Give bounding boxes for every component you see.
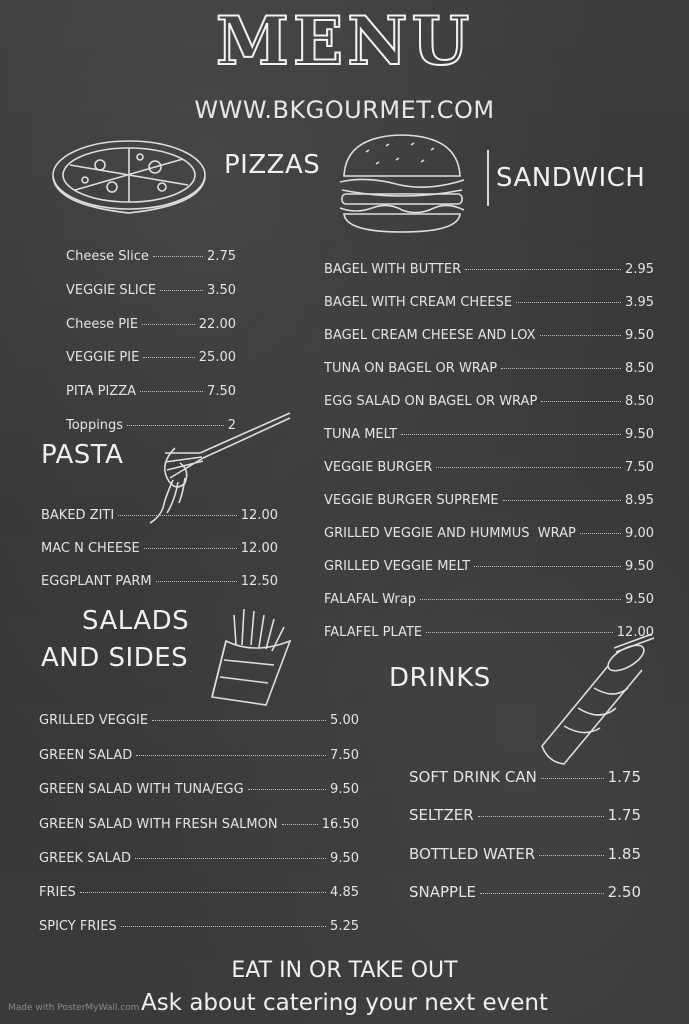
item-name: SPICY FRIES [39, 919, 117, 934]
item-price: 16.50 [321, 817, 359, 832]
item-price: 3.50 [207, 283, 236, 298]
item-name: VEGGIE PIE [66, 350, 140, 365]
item-name: VEGGIE BURGER SUPREME [324, 493, 499, 508]
item-price: 2.95 [625, 262, 654, 277]
item-price: 1.85 [607, 845, 641, 863]
item-price: 2.75 [207, 249, 236, 264]
item-name: GRILLED VEGGIE MELT [324, 559, 471, 574]
item-name: BAGEL WITH BUTTER [324, 262, 462, 277]
salads-heading-line2: AND SIDES [41, 643, 189, 673]
menu-item [39, 782, 359, 797]
item-name: BAGEL WITH CREAM CHEESE [324, 295, 513, 310]
menu-item [324, 427, 654, 442]
item-name: VEGGIE BURGER [324, 460, 433, 475]
dot-leader [152, 720, 326, 721]
salads-heading-line1: SALADS [82, 606, 190, 636]
dot-leader [144, 548, 237, 549]
dot-leader [580, 533, 621, 534]
dot-leader [539, 855, 603, 856]
item-name: Toppings [66, 418, 124, 433]
item-name: GREEN SALAD [39, 748, 133, 763]
item-name: SOFT DRINK CAN [409, 768, 537, 786]
item-name: VEGGIE SLICE [66, 283, 157, 298]
watermark[interactable]: Made with PosterMyWall.com [8, 1003, 140, 1013]
dot-leader [156, 581, 237, 582]
item-price: 9.50 [625, 559, 654, 574]
item-price: 12.00 [240, 541, 278, 556]
dot-leader [80, 892, 326, 893]
dot-leader [478, 816, 604, 817]
item-name: SELTZER [409, 806, 474, 824]
item-name: GRILLED VEGGIE AND HUMMUS WRAP [324, 526, 576, 541]
drinks-heading: DRINKS [389, 663, 491, 693]
item-price: 22.00 [198, 317, 236, 332]
menu-item [66, 384, 236, 399]
item-name: EGG SALAD ON BAGEL OR WRAP [324, 394, 538, 409]
item-price: 5.00 [330, 713, 359, 728]
menu-item [324, 295, 654, 310]
sandwich-heading: SANDWICH [496, 163, 646, 193]
dot-leader [420, 599, 621, 600]
dot-leader [118, 515, 237, 516]
item-price: 9.50 [625, 328, 654, 343]
item-price: 9.50 [625, 427, 654, 442]
menu-item [324, 460, 654, 475]
dot-leader [436, 467, 621, 468]
dot-leader [282, 824, 318, 825]
menu-item [39, 713, 359, 728]
item-name: GREEN SALAD WITH FRESH SALMON [39, 817, 278, 832]
menu-item [66, 317, 236, 332]
dot-leader [516, 302, 621, 303]
item-price: 4.85 [330, 885, 359, 900]
menu-item [41, 574, 278, 589]
menu-item [39, 885, 359, 900]
dot-leader [503, 500, 621, 501]
item-name: TUNA MELT [324, 427, 398, 442]
dot-leader [474, 566, 621, 567]
menu-item [409, 883, 641, 901]
menu-item [324, 262, 654, 277]
menu-item [409, 806, 641, 824]
menu-item [39, 919, 359, 934]
item-name: BAKED ZITI [41, 508, 115, 523]
menu-item [39, 817, 359, 832]
item-name: Cheese PIE [66, 317, 139, 332]
drink-cup-icon [534, 630, 658, 768]
dot-leader [401, 434, 621, 435]
item-price: 8.95 [625, 493, 654, 508]
menu-item [324, 559, 654, 574]
item-price: 12.00 [240, 508, 278, 523]
dot-leader [136, 755, 326, 756]
dot-leader [480, 893, 604, 894]
menu-item [324, 493, 654, 508]
footer-catering: Ask about catering your next event [140, 990, 549, 1016]
item-price: 1.75 [607, 768, 641, 786]
item-name: FALAFAL Wrap [324, 592, 416, 607]
menu-item [41, 508, 278, 523]
dot-leader [501, 368, 621, 369]
dot-leader [160, 290, 203, 291]
item-price: 9.50 [330, 782, 359, 797]
menu-item [324, 361, 654, 376]
item-name: MAC N CHEESE [41, 541, 140, 556]
menu-title: MENU [215, 2, 474, 80]
menu-item [66, 249, 236, 264]
item-price: 12.00 [616, 625, 654, 640]
menu-item [324, 526, 654, 541]
item-price: 9.50 [625, 592, 654, 607]
item-name: Cheese Slice [66, 249, 149, 264]
item-price: 3.95 [625, 295, 654, 310]
menu-item [324, 328, 654, 343]
pizza-icon [50, 135, 208, 227]
dot-leader [135, 858, 326, 859]
item-name: SNAPPLE [409, 883, 476, 901]
dot-leader [142, 324, 195, 325]
menu-item [66, 283, 236, 298]
item-price: 9.50 [330, 851, 359, 866]
item-price: 12.50 [240, 574, 278, 589]
menu-item [409, 845, 641, 863]
item-price: 25.00 [198, 350, 236, 365]
item-name: PITA PIZZA [66, 384, 137, 399]
item-name: FRIES [39, 885, 76, 900]
item-name: FALAFEL PLATE [324, 625, 423, 640]
menu-item [41, 541, 278, 556]
fries-icon [204, 605, 296, 709]
item-name: GREEN SALAD WITH TUNA/EGG [39, 782, 244, 797]
item-price: 7.50 [207, 384, 236, 399]
dot-leader [465, 269, 621, 270]
menu-item [39, 851, 359, 866]
pasta-heading: PASTA [41, 440, 124, 470]
menu-item [409, 768, 641, 786]
item-price: 7.50 [625, 460, 654, 475]
website-url[interactable]: WWW.BKGOURMET.COM [194, 96, 495, 124]
dot-leader [540, 335, 622, 336]
item-price: 2 [227, 418, 236, 433]
item-price: 2.50 [607, 883, 641, 901]
footer-eat-in: EAT IN OR TAKE OUT [231, 958, 458, 983]
dot-leader [541, 778, 604, 779]
dot-leader [248, 789, 326, 790]
menu-item [324, 394, 654, 409]
item-price: 7.50 [330, 748, 359, 763]
item-name: BAGEL CREAM CHEESE AND LOX [324, 328, 536, 343]
dot-leader [143, 357, 194, 358]
menu-item [66, 350, 236, 365]
dot-leader [541, 401, 621, 402]
sandwich-divider [487, 150, 489, 206]
item-price: 8.50 [625, 394, 654, 409]
item-name: TUNA ON BAGEL OR WRAP [324, 361, 498, 376]
dot-leader [153, 256, 203, 257]
burger-icon [336, 132, 468, 234]
item-price: 1.75 [607, 806, 641, 824]
dot-leader [140, 391, 203, 392]
item-name: EGGPLANT PARM [41, 574, 152, 589]
item-price: 9.00 [625, 526, 654, 541]
item-price: 5.25 [330, 919, 359, 934]
pizzas-heading: PIZZAS [224, 150, 321, 180]
item-price: 8.50 [625, 361, 654, 376]
dot-leader [121, 926, 326, 927]
item-name: GREEK SALAD [39, 851, 132, 866]
menu-item [39, 748, 359, 763]
item-name: BOTTLED WATER [409, 845, 536, 863]
menu-item [324, 592, 654, 607]
item-name: GRILLED VEGGIE [39, 713, 149, 728]
